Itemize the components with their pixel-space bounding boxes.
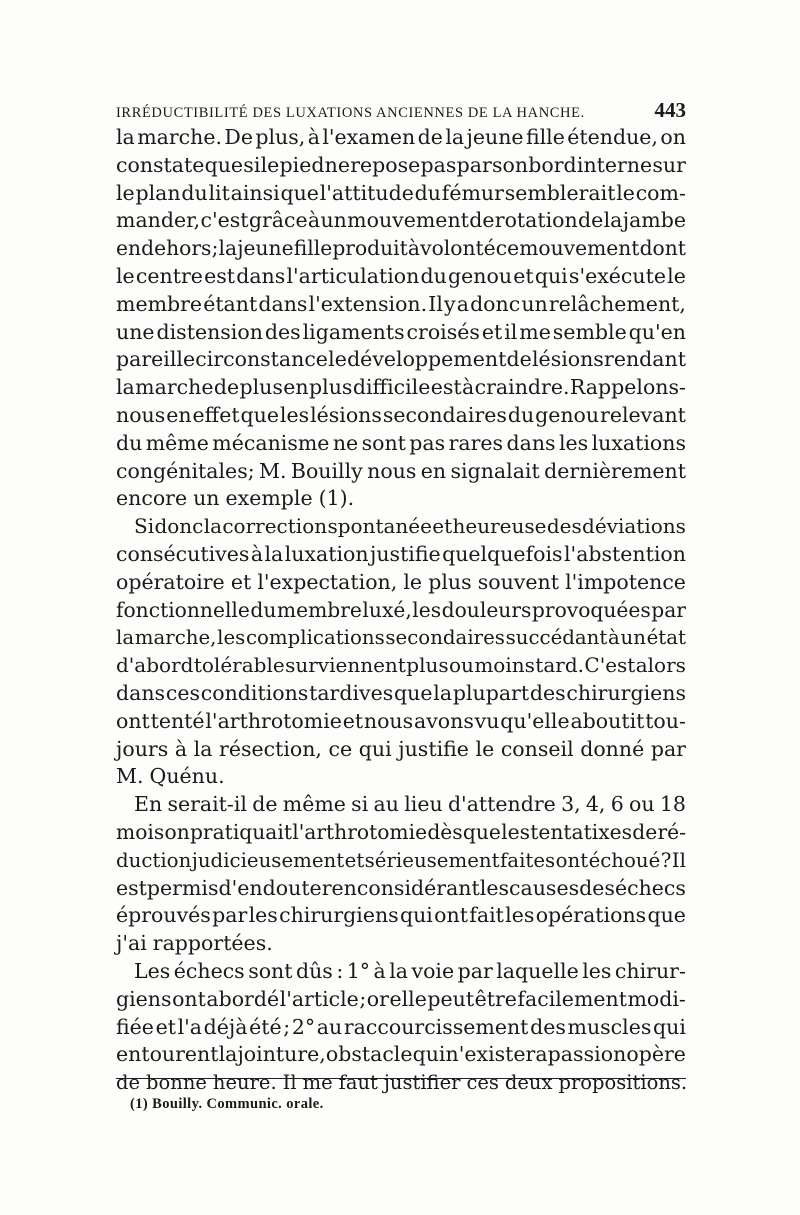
text-line: entourent la jointure, obstacle qui n'existera pas si on opère [116, 1042, 686, 1067]
text-line: jours à la résection, ce qui justifie le conseil donné par [116, 736, 686, 761]
text-line: mander, c'est grâce à un mouvement de rotation de la jambe [116, 208, 686, 233]
text-line: giens ont abordé l'article ; or elle peut être facilement modi- [116, 986, 686, 1011]
text-line: le plan du lit ainsi que l'attitude du fémur semblerait le com- [116, 180, 686, 205]
text-line: mois on pratiquait l'arthrotomie dès que les tentatixes de ré- [116, 819, 686, 844]
text-line: constate que si le pied ne repose pas par son bord interne sur [116, 152, 686, 177]
text-line: nous en effet que les lésions secondaires du genou relevant [116, 402, 686, 427]
text-line: M. Quénu. [116, 764, 225, 789]
text-line: éprouvés par les chirurgiens qui ont fait les opérations que [116, 903, 686, 928]
text-line: le centre est dans l'articulation du genou et qui s'exécute le [116, 263, 686, 288]
text-line: fiée et l'a déjà été ; 2° au raccourcissement des muscles qui [116, 1014, 686, 1039]
text-line: la marche, les complications secondaires succédant à un état [116, 626, 686, 650]
running-head: IRRÉDUCTIBILITÉ DES LUXATIONS ANCIENNES DE LA HANCHE. [116, 105, 585, 121]
text-line: du même mécanisme ne sont pas rares dans les luxations [116, 430, 686, 455]
text-line: la marche de plus en plus difficile est à craindre. Rappelons- [116, 375, 686, 400]
text-line: encore un exemple (1). [116, 486, 355, 511]
text-line: opératoire et l'expectation, le plus souvent l'impotence [116, 569, 686, 594]
text-line: j'ai rapportées. [116, 931, 273, 956]
text-line: est permis d'en douter en considérant les causes des échecs [116, 875, 686, 900]
text-line: En serait-il de même si au lieu d'attendre 3, 4, 6 ou 18 [134, 792, 686, 817]
text-line: Si donc la correction spontanée et heureuse des déviations [134, 514, 686, 539]
page-number: 443 [654, 98, 686, 122]
page-header [116, 98, 686, 123]
text-line: pareille circonstance le développement de lésions rendant [116, 347, 686, 372]
body-text [116, 124, 686, 1097]
footnote-rule [116, 1078, 686, 1079]
text-line: en dehors ; la jeune fille produit à volonté ce mouvement dont [116, 236, 686, 261]
footnote: (1) Bouilly. Communic. orale. [130, 1096, 324, 1112]
text-line: la marche. De plus, à l'examen de la jeune fille étendue, on [116, 125, 686, 149]
text-line: une distension des ligaments croisés et il me semble qu'en [116, 319, 686, 344]
text-line: consécutives à la luxation justifie quelquefois l'abstention [116, 541, 686, 566]
text-line: Les échecs sont dûs : 1° à la voie par laquelle les chirur- [134, 958, 686, 983]
text-line: dans ces conditions tardives que la plupart des chirurgiens [116, 680, 686, 705]
text-line: congénitales; M. Bouilly nous en signalait dernièrement [116, 458, 686, 483]
text-line: ont tenté l'arthrotomie et nous avons vu qu'elle aboutit tou- [116, 708, 686, 733]
text-line: de bonne heure. Il me faut justifier ces deux propositions. [116, 1071, 688, 1095]
text-line: fonctionnelle du membre luxé, les douleurs provoquées par [116, 597, 686, 622]
text-line: membre étant dans l'extension. Il y a donc un relâchement, [116, 291, 686, 316]
text-line: duction judicieusement et sérieusement faites ont échoué ? Il [116, 848, 686, 872]
text-line: d'abord tolérable surviennent plus ou moins tard. C'est alors [116, 653, 686, 678]
